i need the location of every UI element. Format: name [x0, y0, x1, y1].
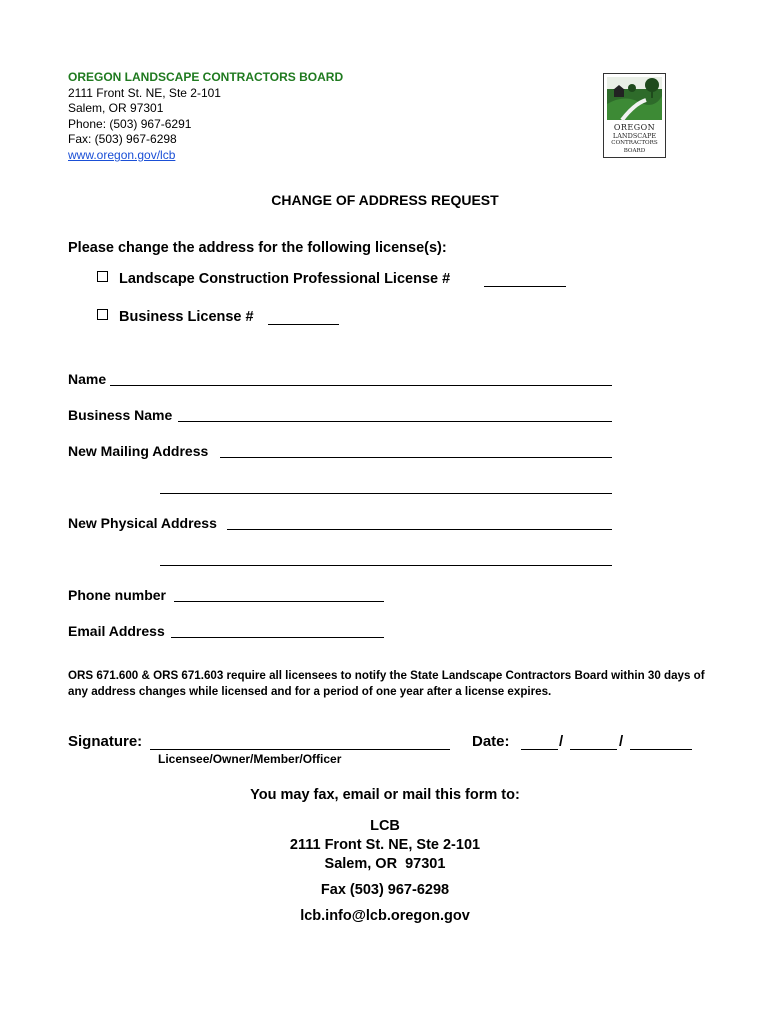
mailing-address-field-1[interactable] — [220, 457, 612, 458]
olcb-logo — [603, 73, 666, 158]
signature-field[interactable] — [150, 749, 450, 750]
org-name: OREGON LANDSCAPE CONTRACTORS BOARD — [68, 70, 344, 84]
recipient-fax: Fax (503) 967-6298 — [320, 882, 450, 898]
date-separator: / — [619, 733, 624, 750]
letterhead — [68, 70, 343, 164]
email-label: Email Address — [68, 623, 165, 639]
recipient-email[interactable]: lcb.info@lcb.oregon.gov — [300, 908, 470, 924]
physical-address-label: New Physical Address — [68, 515, 217, 531]
license-prompt: Please change the address for the following license(s): — [68, 240, 447, 256]
physical-address-field-1[interactable] — [227, 529, 612, 530]
date-day-field[interactable] — [570, 749, 617, 750]
business-license-label: Business License # — [119, 309, 254, 325]
date-month-field[interactable] — [521, 749, 558, 750]
email-field[interactable] — [171, 637, 384, 638]
phone-field[interactable] — [174, 601, 384, 602]
business-license-number-field[interactable] — [268, 324, 339, 325]
recipient-address-line1: 2111 Front St. NE, Ste 2-101 — [289, 837, 481, 853]
business-name-label: Business Name — [68, 407, 173, 423]
name-field[interactable] — [110, 385, 612, 386]
logo-word-1: OREGON — [613, 123, 656, 132]
physical-address-field-2[interactable] — [160, 565, 612, 566]
business-name-field[interactable] — [178, 421, 612, 422]
submit-instructions: You may fax, email or mail this form to: — [250, 787, 520, 803]
option-lcp-row — [97, 271, 450, 287]
business-license-checkbox[interactable] — [97, 309, 108, 320]
option-business-row — [97, 309, 254, 325]
logo-word-4: BOARD — [623, 148, 646, 154]
lcp-license-checkbox[interactable] — [97, 271, 108, 282]
ors-notice: ORS 671.600 & ORS 671.603 require all licensees to notify the State Landscape Contractors Board within 30 days of any address changes while licensed and for a period of one year after a license expires. — [68, 669, 705, 698]
recipient-name: LCB — [370, 818, 400, 834]
mailing-address-field-2[interactable] — [160, 493, 612, 494]
signature-label: Signature: — [68, 733, 143, 750]
date-label: Date: — [472, 733, 510, 750]
recipient-address-line2: Salem, OR 97301 — [324, 856, 446, 872]
signature-caption: Licensee/Owner/Member/Officer — [158, 752, 342, 766]
website-link[interactable]: www.oregon.gov/lcb — [68, 147, 176, 162]
date-separator: / — [559, 733, 564, 750]
name-label: Name — [68, 371, 107, 387]
phone-label: Phone number — [68, 587, 167, 603]
mailing-address-label: New Mailing Address — [68, 443, 209, 459]
form-title: CHANGE OF ADDRESS REQUEST — [271, 192, 499, 208]
org-phone: Phone: (503) 967-6291 — [68, 116, 192, 131]
lcp-license-label: Landscape Construction Professional License # — [119, 271, 451, 287]
logo-word-3: CONTRACTORS — [611, 140, 658, 146]
org-address-line1: 2111 Front St. NE, Ste 2-101 — [68, 85, 221, 100]
org-address-line2: Salem, OR 97301 — [68, 101, 164, 116]
lcp-license-number-field[interactable] — [484, 286, 566, 287]
landscape-logo-icon — [604, 74, 665, 122]
date-year-field[interactable] — [630, 749, 692, 750]
logo-word-2: LANDSCAPE — [612, 132, 657, 140]
org-fax: Fax: (503) 967-6298 — [68, 132, 177, 147]
